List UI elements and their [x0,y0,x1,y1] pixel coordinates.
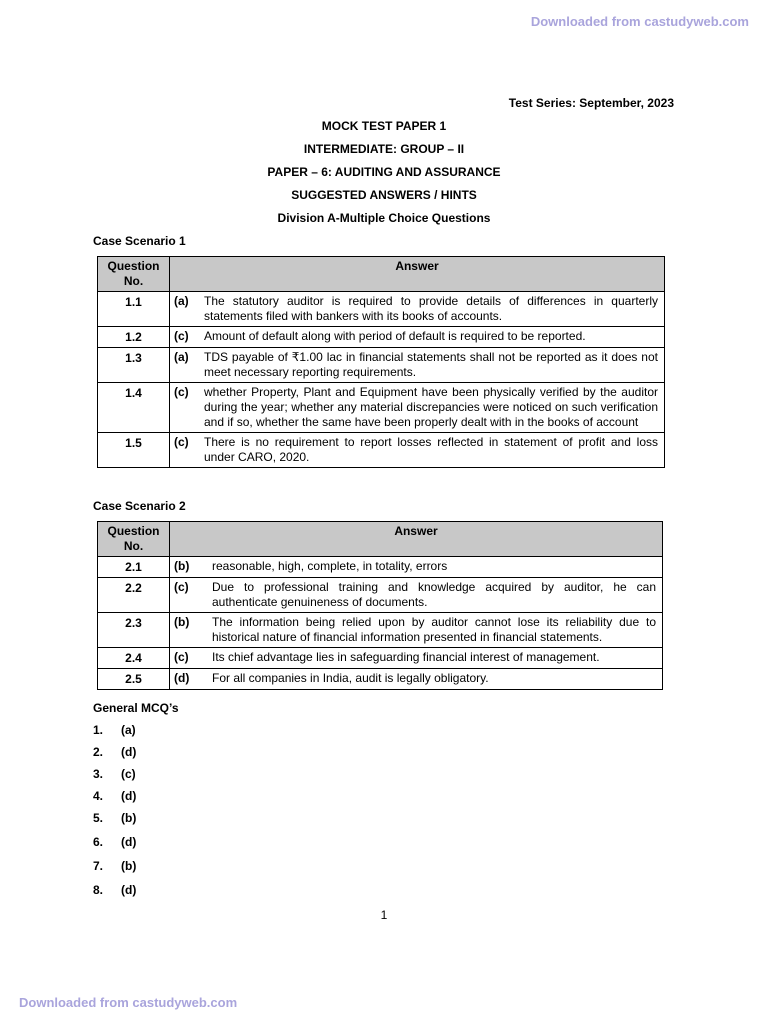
mcq-answer: (d) [121,789,137,803]
table-row [98,292,665,327]
question-column-header: Question No. [98,522,170,557]
answer-text: For all companies in India, audit is legally obligatory. [208,669,663,690]
mcq-number: 1. [93,723,104,737]
list-item [93,835,136,849]
mcq-number: 3. [93,767,104,781]
question-number: 1.5 [98,433,170,468]
mcq-answer: (b) [121,859,137,873]
answer-text: Due to professional training and knowledge acquired by auditor, he can authenticate genuineness of documents. [208,578,663,613]
answer-column-header: Answer [170,257,665,292]
question-number: 1.1 [98,292,170,327]
paper-name: PAPER – 6: AUDITING AND ASSURANCE [267,165,501,179]
answer-option: (c) [170,578,209,613]
mcq-number: 8. [93,883,104,897]
table-header-row [98,522,663,557]
mcq-number: 4. [93,789,104,803]
general-mcq-heading: General MCQ’s [93,701,179,715]
watermark-top-link[interactable]: Downloaded from castudyweb.com [530,14,749,29]
mcq-answer: (d) [121,745,137,759]
table-row [98,383,665,433]
question-number: 2.4 [98,648,170,669]
case-scenario-1-heading: Case Scenario 1 [93,234,186,248]
answer-text: TDS payable of ₹1.00 lac in financial statements shall not be reported as it does not meet necessary reporting requirements. [200,348,665,383]
division-heading: Division A-Multiple Choice Questions [277,211,491,225]
answer-option: (b) [170,613,209,648]
page-number: 1 [380,908,388,922]
paper-title: MOCK TEST PAPER 1 [321,119,447,133]
table-row [98,327,665,348]
mcq-number: 2. [93,745,104,759]
paper-subtitle: SUGGESTED ANSWERS / HINTS [291,188,477,202]
answer-text: There is no requirement to report losses reflected in statement of profit and loss under CARO, 2020. [200,433,665,468]
answer-option: (b) [170,557,209,578]
answer-option: (c) [170,433,201,468]
question-number: 2.1 [98,557,170,578]
mcq-answer: (d) [121,835,137,849]
table-row [98,669,663,690]
question-column-header: Question No. [98,257,170,292]
question-number: 1.3 [98,348,170,383]
table-header-row [98,257,665,292]
answer-option: (c) [170,327,201,348]
mcq-answer: (a) [121,723,136,737]
answer-text: Amount of default along with period of default is required to be reported. [200,327,665,348]
list-item [93,745,136,759]
list-item [93,789,136,803]
question-number: 2.2 [98,578,170,613]
answer-option: (c) [170,383,201,433]
question-number: 1.2 [98,327,170,348]
mcq-answer: (d) [121,883,137,897]
list-item [93,883,136,897]
answer-text: The information being relied upon by auditor cannot lose its reliability due to historical nature of financial information presented in financial statements. [208,613,663,648]
case-scenario-2-table [97,521,663,690]
answer-column-header: Answer [170,522,663,557]
mcq-number: 7. [93,859,104,873]
answer-text: Its chief advantage lies in safeguarding financial interest of management. [208,648,663,669]
answer-text: reasonable, high, complete, in totality, errors [208,557,663,578]
table-row [98,348,665,383]
list-item [93,811,136,825]
list-item [93,723,136,737]
answer-option: (d) [170,669,209,690]
case-scenario-2-heading: Case Scenario 2 [93,499,186,513]
question-number: 1.4 [98,383,170,433]
paper-level: INTERMEDIATE: GROUP – II [303,142,465,156]
answer-option: (a) [170,348,201,383]
table-row [98,578,663,613]
table-row [98,613,663,648]
list-item [93,767,136,781]
table-row [98,648,663,669]
mcq-answer: (b) [121,811,137,825]
answer-text: The statutory auditor is required to provide details of differences in quarterly statements filed with bankers with its books of accounts. [200,292,665,327]
mcq-answer: (c) [121,767,136,781]
answer-option: (c) [170,648,209,669]
case-scenario-1-table [97,256,665,468]
list-item [93,859,136,873]
question-number: 2.3 [98,613,170,648]
answer-text: whether Property, Plant and Equipment have been physically verified by the auditor during the year; whether any material discrepancies were noticed on such verification and if so, whether the same have been properly dealt with in the books of account [200,383,665,433]
answer-option: (a) [170,292,201,327]
question-number: 2.5 [98,669,170,690]
table-row [98,433,665,468]
mcq-number: 5. [93,811,104,825]
mcq-number: 6. [93,835,104,849]
table-row [98,557,663,578]
test-series-label: Test Series: September, 2023 [508,96,674,110]
watermark-bottom-link[interactable]: Downloaded from castudyweb.com [19,995,238,1010]
